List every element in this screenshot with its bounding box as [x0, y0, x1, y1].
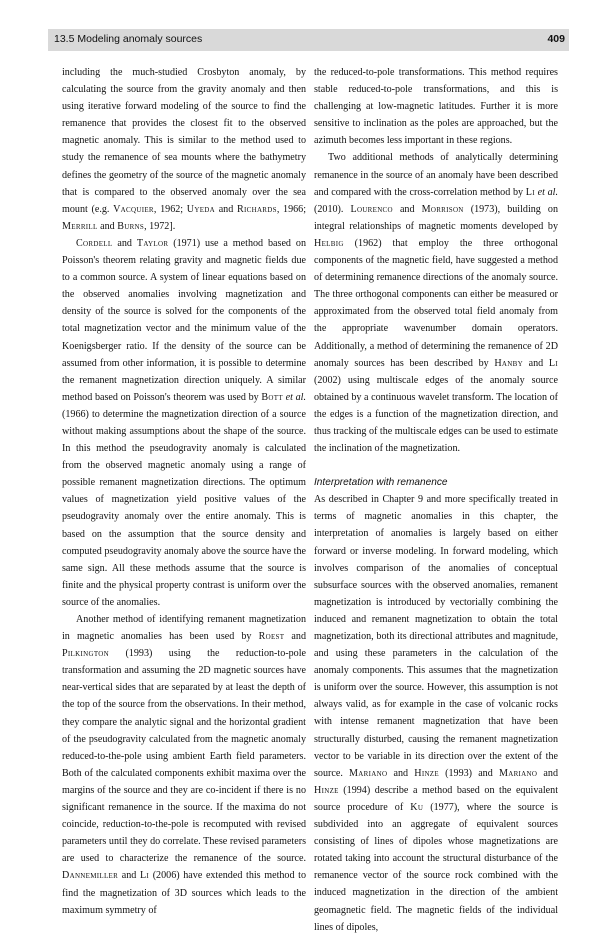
paragraph: Another method of identifying remanent magnetization in magnetic anomalies has been used by Roest and Pilkington (1993) using the reduction-to-pole transformation and assuming the 2D magnetic sources have near-vertical sides that are separated by at least the depth of the top of the source from the observations. In their method, they compare the analytic signal and the horizontal gradient of the pseudogravity calculated from the magnetic anomaly reduced-to-the-pole using ambient Earth field parameters. Both of the calculated components exhibit maxima over the margins of the source and they are co-incident if there is no significant remanence in the source. If the maxima do not coincide, reduction-to-the-pole is recomputed with revised parameters until they do correlate. These revised parameters are used to characterize the remanence of the source. Dannemiller and Li (2006) have extended this method to find the magnetization of 3D sources which leads to the maximum symmetry of — [62, 614, 307, 916]
section-title: 13.5 Modeling anomaly sources — [54, 33, 203, 45]
right-column — [314, 64, 558, 936]
paragraph: As described in Chapter 9 and more specifically treated in terms of magnetic anomalies in this chapter, the interpretation of anomalies is largely based on either forward or inverse modeling. In forward modeling, which involves comparison of the anomalies of conceptual subsurface sources with the observed anomalies, remanent magnetization is introduced by vectorially combining the induced and remanent magnetization to obtain the total magnetization, both its directional attributes and magnitude, and using these parameters in the calculation of the anomaly components. This assumes that the magnetization is uniform over the source. However, this assumption is not always valid, as for example in the case of volcanic rocks with intense remanent magnetization that have been structurally disturbed, causing the remanent magnetization vector to be variable in its direction over the extent of the source. Mariano and Hinze (1993) and Mariano and Hinze (1994) describe a method based on the equivalent source procedure of Ku (1977), where the source is subdivided into an aggregate of equivalent sources consisting of lines of dipoles whose magnetizations are rotated taking into account the structural disturbance of the remanence vector of the source rock combined with the induced magnetization in the direction of the ambient geomagnetic field. The magnetic fields of the individual lines of dipoles, — [314, 494, 558, 933]
paragraph: the reduced-to-pole transformations. This method requires stable reduced-to-pole transformations, and this is challenging at low-magnetic latitudes. Further it is more sensitive to inclination as the poles are approached, but the azimuth becomes less important in these regions. — [314, 67, 558, 147]
paragraph: Two additional methods of analytically determining remanence in the source of an anomaly have been described and compared with the cross-correlation method by Li et al. (2010). Lourenco and Morrison (1973), building on integral relationships of magnetic moments developed by Helbig (1962) that employ the three orthogonal components of the magnetic field, have suggested a method of determining remanence directions of the anomaly source. The three orthogonal components can either be measured or approximated from the observed total field anomaly from the appropriate wavenumber domain operators. Additionally, a method of determining the remanence of 2D anomaly sources has been described by Hanby and Li (2002) using multiscale edges of the anomaly source obtained by a continuous wavelet transform. The location of the edges is a function of the magnetization direction, and thus tracking of the multiscale edges can be used to estimate the inclination of the magnetization. — [314, 152, 558, 455]
paragraph: including the much-studied Crosbyton anomaly, by calculating the source from the gravity anomaly and then using iterative forward modeling of the source to find the remanence that provides the closest fit to the observed magnetic anomaly. This is similar to the method used to study the remanence of sea mounts where the bathymetry defines the geometry of the source of the magnetic anomaly that is compared to the observed anomaly over the sea mount (e.g. Vacquier, 1962; Uyeda and Richards, 1966; Merrill and Burns, 1972]. — [62, 67, 307, 232]
left-column — [62, 64, 306, 919]
subsection-heading: Interpretation with remanence — [314, 477, 448, 489]
running-header — [48, 29, 569, 51]
paragraph: Cordell and Taylor (1971) use a method based on Poisson's theorem relating gravity and magnetic fields due to a common source. A system of linear equations based on the observed anomalies involving magnetization and density of the source is solved for the components of the total magnetization vector and the minimum value of the Koenigsberger ratio. If the density of the source can be assumed from other information, it is possible to determine the remanent magnetization direction uniquely. A similar method based on Poisson's theorem was used by Bott et al. (1966) to determine the magnetization direction of a source without making assumptions about the shape of the source. In this method the pseudogravity anomaly is calculated from the observed magnetic anomaly using a range of possible remanent magnetization directions. The optimum values of magnetization yield positive values of the pseudogravity anomaly over the entire anomaly. This is based on the assumption that the source density and computed pseudogravity anomaly above the source have the same sign. All these methods assume that the source is finite and the physical property contrast is uniform over the source of the anomalies. — [62, 237, 306, 608]
page-number: 409 — [547, 33, 565, 45]
